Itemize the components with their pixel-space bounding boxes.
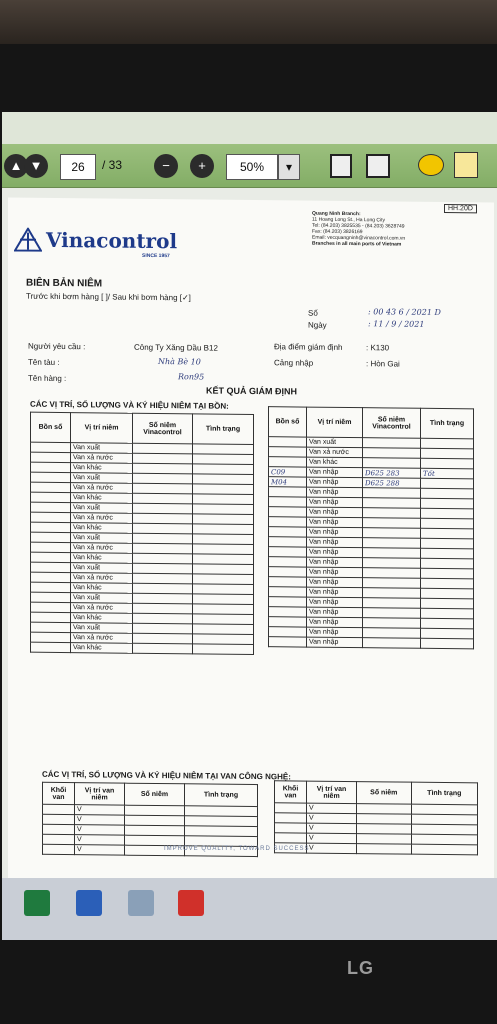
valve-position-cell: V — [307, 843, 357, 854]
word-icon[interactable] — [76, 890, 102, 916]
col-khoi-r: Khối van — [275, 781, 307, 803]
status-cell — [193, 544, 254, 555]
status-cell — [193, 454, 254, 465]
col-bon: Bồn số — [31, 412, 71, 442]
tank-cell — [269, 507, 307, 517]
seal-cell: D625 288 — [363, 478, 421, 489]
seal-cell — [363, 598, 421, 609]
status-cell — [193, 534, 254, 545]
branch-3: Fax: (84.203) 3826169 — [312, 228, 363, 236]
tank-cell — [31, 492, 71, 502]
valve-status-cell — [411, 804, 477, 815]
valve-seal-cell — [357, 804, 412, 815]
status-cell — [193, 554, 254, 565]
tank-cell: C09 — [269, 467, 307, 477]
status-cell — [193, 604, 254, 615]
tank-cell — [269, 637, 307, 647]
position-cell: Van nhập — [307, 607, 363, 618]
col-soniem: Số niêm Vinacontrol — [133, 413, 193, 444]
seal-cell: D625 283 — [363, 468, 421, 479]
port: : Hòn Gai — [366, 359, 400, 369]
seal-cell — [363, 618, 421, 629]
status-cell — [193, 574, 254, 585]
col-vitri: Vị trí niêm — [71, 413, 133, 444]
valve-status-cell — [411, 814, 477, 825]
valve-block-cell — [43, 804, 75, 814]
so-value: : 00 43 6 / 2021 D — [368, 307, 441, 317]
requester: Công Ty Xăng Dầu B12 — [134, 342, 218, 353]
position-cell: Van nhập — [307, 627, 363, 638]
goods-label: Tên hàng : — [28, 373, 67, 384]
status-cell — [193, 494, 254, 505]
valve-block-cell — [275, 803, 307, 813]
page-number-input[interactable]: 26 — [60, 154, 96, 180]
position-cell: Van xả nước — [71, 453, 133, 464]
seal-cell — [363, 448, 421, 459]
status-cell — [421, 458, 474, 469]
valve-position-cell: V — [75, 835, 125, 846]
tank-cell — [269, 447, 307, 457]
position-cell: Van xả nước — [71, 543, 133, 554]
tank-cell — [31, 552, 71, 562]
status-cell — [421, 448, 474, 459]
valve-seal-cell — [125, 815, 185, 826]
position-cell: Van xuất — [71, 503, 133, 514]
status-cell — [421, 608, 474, 619]
status-cell — [421, 588, 474, 599]
seal-cell — [133, 503, 193, 514]
status-cell — [193, 514, 254, 525]
status-cell — [421, 598, 474, 609]
valve-position-cell: V — [75, 805, 125, 816]
seal-cell — [363, 588, 421, 599]
col-vitrivan: Vị trí van niêm — [75, 783, 125, 806]
valve-seal-cell — [125, 825, 185, 836]
seal-cell — [133, 473, 193, 484]
position-cell: Van nhập — [307, 497, 363, 508]
position-cell: Van khác — [71, 493, 133, 504]
tank-cell — [31, 532, 71, 542]
valve-block-cell — [43, 844, 75, 854]
tank-cell — [31, 602, 71, 612]
seal-cell — [133, 553, 193, 564]
valve-table-right — [274, 780, 478, 855]
seal-cell — [133, 543, 193, 554]
scanner-icon[interactable] — [128, 890, 154, 916]
doc-footer: IMPROVE QUALITY, TOWARD SUCCESS — [164, 846, 310, 852]
pdf-toolbar — [2, 144, 497, 188]
tank-cell — [31, 542, 71, 552]
position-cell: Van nhập — [307, 477, 363, 488]
status-cell — [193, 504, 254, 515]
position-cell: Van nhập — [307, 507, 363, 518]
branch-0: Quang Ninh Branch: — [312, 210, 361, 218]
logo-text: Vinacontrol — [46, 227, 178, 254]
status-cell — [193, 474, 254, 485]
branch-5: Branches in all main ports of Vietnam — [312, 240, 402, 248]
seal-cell — [133, 623, 193, 634]
position-cell: Van nhập — [307, 597, 363, 608]
valve-status-cell — [411, 824, 477, 835]
position-cell: Van nhập — [307, 547, 363, 558]
seal-cell — [363, 528, 421, 539]
tank-cell — [269, 457, 307, 467]
branch-2: Tel: (84.203) 3825535 - (84.203) 3628749 — [312, 222, 405, 230]
seal-cell — [133, 483, 193, 494]
status-cell — [421, 438, 474, 449]
fit-width-icon[interactable] — [366, 154, 390, 178]
valve-position-cell: V — [307, 803, 357, 814]
tank-cell — [269, 607, 307, 617]
position-cell: Van xuất — [307, 437, 363, 448]
tank-cell — [31, 482, 71, 492]
col-vitri-r: Vị trí niêm — [307, 407, 363, 438]
valve-position-cell: V — [75, 845, 125, 856]
location-label: Địa điểm giám định — [274, 342, 343, 352]
seal-cell — [133, 593, 193, 604]
tank-cell — [31, 622, 71, 632]
seal-cell — [133, 563, 193, 574]
col-bon-r: Bồn số — [269, 407, 307, 437]
tank-cell — [269, 527, 307, 537]
position-cell: Van khác — [307, 457, 363, 468]
seal-cell — [363, 578, 421, 589]
seal-cell — [133, 613, 193, 624]
col-tinhtrang: Tình trạng — [193, 414, 254, 445]
tank-cell — [269, 497, 307, 507]
seal-cell — [133, 583, 193, 594]
position-cell: Van khác — [71, 553, 133, 564]
tank-cell — [31, 572, 71, 582]
requester-label: Người yêu cầu : — [28, 341, 86, 352]
seal-cell — [133, 493, 193, 504]
location: : K130 — [366, 343, 390, 353]
valve-block-cell — [43, 824, 75, 834]
col-soniem-r: Số niêm Vinacontrol — [363, 408, 421, 439]
valve-block-cell — [43, 834, 75, 844]
col-tinhtrang2-r: Tình trạng — [411, 782, 477, 805]
valve-block-cell — [275, 813, 307, 823]
status-cell — [193, 584, 254, 595]
tank-cell — [31, 462, 71, 472]
tank-cell — [269, 587, 307, 597]
status-cell — [421, 488, 474, 499]
seal-cell — [363, 518, 421, 529]
position-cell: Van khác — [71, 613, 133, 624]
seal-cell — [133, 603, 193, 614]
result-title: KẾT QUẢ GIÁM ĐỊNH — [206, 385, 297, 397]
position-cell: Van nhập — [307, 637, 363, 648]
valve-seal-cell — [125, 805, 185, 816]
position-cell: Van nhập — [307, 557, 363, 568]
table-row — [269, 637, 474, 649]
section2-title: CÁC VỊ TRÍ, SỐ LƯỢNG VÀ KÝ HIỆU NIÊM TẠI VAN CÔNG NGHỆ: — [42, 769, 291, 782]
window-top-strip — [2, 112, 497, 144]
pdf-reader-icon[interactable] — [178, 890, 204, 916]
position-cell: Van khác — [71, 463, 133, 474]
position-cell: Van xả nước — [71, 573, 133, 584]
status-cell — [193, 644, 254, 655]
seal-cell — [133, 463, 193, 474]
position-cell: Van xả nước — [71, 603, 133, 614]
chevron-down-icon[interactable]: ▾ — [278, 154, 300, 180]
seal-cell — [363, 568, 421, 579]
seal-cell — [133, 443, 193, 454]
position-cell: Van xuất — [71, 593, 133, 604]
tank-cell — [269, 557, 307, 567]
seal-cell — [363, 438, 421, 449]
status-cell: Tốt — [421, 468, 474, 479]
position-cell: Van xuất — [71, 473, 133, 484]
position-cell: Van xuất — [71, 563, 133, 574]
seal-cell — [133, 643, 193, 654]
status-cell — [193, 564, 254, 575]
tank-cell — [31, 592, 71, 602]
status-cell — [193, 464, 254, 475]
port-label: Cảng nhập — [274, 358, 314, 368]
position-cell: Van khác — [71, 643, 133, 654]
status-cell — [193, 484, 254, 495]
valve-seal-cell — [357, 834, 412, 845]
position-cell: Van nhập — [307, 527, 363, 538]
zoom-out-icon[interactable]: − — [154, 154, 178, 178]
valve-position-cell: V — [307, 833, 357, 844]
seal-cell — [363, 548, 421, 559]
tank-cell — [269, 627, 307, 637]
seal-cell — [133, 573, 193, 584]
position-cell: Van nhập — [307, 487, 363, 498]
seal-cell — [363, 608, 421, 619]
col-tinhtrang-r: Tình trạng — [421, 408, 474, 439]
seal-cell — [133, 633, 193, 644]
status-cell — [421, 538, 474, 549]
position-cell: Van nhập — [307, 517, 363, 528]
tank-cell — [31, 512, 71, 522]
position-cell: Van nhập — [307, 587, 363, 598]
valve-block-cell — [275, 833, 307, 843]
valve-status-cell — [411, 844, 477, 855]
fit-page-icon[interactable] — [330, 154, 352, 178]
status-cell — [421, 628, 474, 639]
zoom-in-icon[interactable]: + — [190, 154, 214, 178]
tank-cell — [269, 537, 307, 547]
seal-cell — [363, 538, 421, 549]
tank-cell — [31, 502, 71, 512]
status-cell — [421, 518, 474, 529]
tank-cell — [269, 577, 307, 587]
tank-cell — [269, 547, 307, 557]
col-soniem2-r: Số niêm — [357, 782, 412, 805]
ship: Nhà Bè 10 — [158, 357, 201, 367]
taskbar — [2, 878, 497, 940]
status-cell — [421, 508, 474, 519]
branch-4: Email: vecquangninh@vinacontrol.com.vn — [312, 234, 406, 242]
status-cell — [421, 558, 474, 569]
tank-cell — [31, 442, 71, 452]
ngay-label: Ngày — [308, 320, 327, 330]
position-cell: Van khác — [71, 523, 133, 534]
col-khoi: Khối van — [43, 782, 75, 804]
status-cell — [421, 638, 474, 649]
ship-label: Tên tàu : — [28, 357, 60, 367]
valve-block-cell — [275, 823, 307, 833]
valve-status-cell — [411, 834, 477, 845]
valve-block-cell — [43, 814, 75, 824]
ngay-value: : 11 / 9 / 2021 — [368, 319, 425, 329]
seal-cell — [133, 513, 193, 524]
status-cell — [421, 578, 474, 589]
position-cell: Van nhập — [307, 537, 363, 548]
status-cell — [421, 618, 474, 629]
position-cell: Van nhập — [307, 467, 363, 478]
status-cell — [193, 614, 254, 625]
status-cell — [193, 524, 254, 535]
seal-cell — [363, 508, 421, 519]
valve-seal-cell — [357, 844, 412, 855]
tank-cell: M04 — [269, 477, 307, 487]
tank-cell — [31, 472, 71, 482]
page-total: / 33 — [102, 158, 123, 172]
position-cell: Van xuất — [71, 623, 133, 634]
before-after: Trước khi bơm hàng [ ]/ Sau khi bơm hàng [✓] — [26, 291, 191, 303]
arrow-down-icon[interactable]: ▼ — [24, 154, 48, 178]
form-code: HH.20D — [444, 204, 477, 213]
tank-cell — [269, 617, 307, 627]
status-cell — [421, 528, 474, 539]
position-cell: Van xả nước — [307, 447, 363, 458]
status-cell — [193, 444, 254, 455]
seal-cell — [363, 458, 421, 469]
left-seal-table — [30, 412, 254, 655]
tank-cell — [31, 612, 71, 622]
valve-seal-cell — [357, 824, 412, 835]
seal-cell — [363, 558, 421, 569]
table-row — [31, 642, 254, 654]
col-soniem2: Số niêm — [125, 783, 185, 806]
tank-cell — [31, 632, 71, 642]
arrow-up-icon[interactable]: ▲ — [4, 154, 28, 178]
seal-cell — [363, 638, 421, 649]
logo-since: SINCE 1957 — [142, 252, 170, 260]
position-cell: Van xả nước — [71, 633, 133, 644]
tank-cell — [31, 582, 71, 592]
goods: Ron95 — [178, 372, 205, 382]
tank-cell — [269, 597, 307, 607]
position-cell: Van xả nước — [71, 513, 133, 524]
position-cell: Van nhập — [307, 577, 363, 588]
status-cell — [193, 594, 254, 605]
valve-position-cell: V — [307, 813, 357, 824]
status-cell — [193, 624, 254, 635]
room-background — [0, 0, 497, 44]
status-cell — [421, 568, 474, 579]
so-label: Số — [308, 308, 318, 318]
excel-icon[interactable] — [24, 890, 50, 916]
status-cell — [421, 548, 474, 559]
seal-cell — [363, 498, 421, 509]
status-cell — [193, 634, 254, 645]
monitor-screen — [2, 112, 497, 940]
tank-cell — [31, 642, 71, 652]
position-cell: Van xuất — [71, 533, 133, 544]
right-seal-table — [268, 406, 474, 649]
tank-cell — [269, 487, 307, 497]
zoom-select[interactable]: 50% — [226, 154, 278, 180]
col-vitrivan-r: Vị trí van niêm — [307, 781, 357, 804]
position-cell: Van khác — [71, 583, 133, 594]
tank-cell — [269, 517, 307, 527]
valve-position-cell: V — [307, 823, 357, 834]
seal-cell — [363, 628, 421, 639]
position-cell: Van xuất — [71, 443, 133, 454]
valve-position-cell: V — [75, 825, 125, 836]
valve-seal-cell — [125, 835, 185, 846]
status-cell — [421, 478, 474, 489]
section1-title: CÁC VỊ TRÍ, SỐ LƯỢNG VÀ KÝ HIỆU NIÊM TẠI BỒN: — [30, 399, 229, 411]
comment-icon[interactable] — [418, 154, 444, 176]
text-tool-icon[interactable] — [454, 152, 478, 178]
valve-position-cell: V — [75, 815, 125, 826]
branch-1: 11 Hoang Long St., Ha Long City — [312, 216, 386, 224]
col-tinhtrang2: Tình trạng — [184, 784, 257, 807]
status-cell — [421, 498, 474, 509]
document-page — [8, 197, 494, 912]
seal-cell — [363, 488, 421, 499]
tank-cell — [31, 522, 71, 532]
tank-cell — [31, 452, 71, 462]
tank-cell — [269, 567, 307, 577]
tank-cell — [31, 562, 71, 572]
tank-cell — [269, 437, 307, 447]
seal-cell — [133, 533, 193, 544]
position-cell: Van nhập — [307, 617, 363, 628]
seal-cell — [133, 523, 193, 534]
vinacontrol-logo-icon — [14, 228, 42, 252]
position-cell: Van xả nước — [71, 483, 133, 494]
lg-logo: LG — [347, 958, 374, 978]
valve-seal-cell — [357, 814, 412, 825]
doc-title: BIÊN BẢN NIÊM — [26, 277, 103, 290]
position-cell: Van nhập — [307, 567, 363, 578]
seal-cell — [133, 453, 193, 464]
